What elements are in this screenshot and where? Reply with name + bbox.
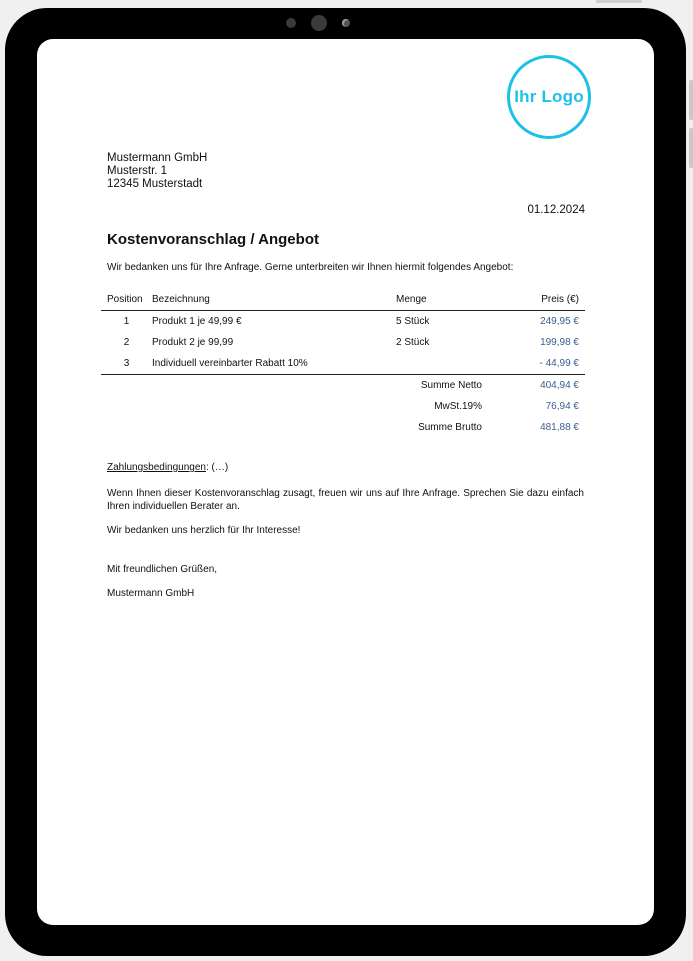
closing-greeting: Mit freundlichen Grüßen, — [107, 564, 218, 575]
row-position: 3 — [101, 353, 152, 375]
row-menge — [396, 353, 506, 375]
row-preis: - 44,99 € — [506, 353, 585, 375]
total-row-netto — [101, 375, 585, 397]
total-label: MwSt.19% — [434, 401, 482, 412]
row-menge: 2 Stück — [396, 337, 430, 348]
total-label: Summe Netto — [420, 380, 482, 391]
light-sensor-icon — [342, 19, 350, 27]
header-bezeichnung: Bezeichnung — [152, 289, 396, 311]
logo-text: Ihr Logo — [514, 87, 584, 106]
sensor-icon — [286, 18, 296, 28]
row-bezeichnung: Produkt 1 je 49,99 € — [152, 316, 242, 327]
top-edge-mark — [596, 0, 642, 3]
total-label: Summe Brutto — [418, 422, 482, 433]
payment-terms-value: : (…) — [205, 462, 229, 473]
row-position: 2 — [123, 337, 130, 348]
document-title: Kostenvoranschlag / Angebot — [107, 231, 319, 248]
tablet-frame — [5, 8, 686, 956]
header-position: Position — [101, 289, 152, 311]
sender-city: 12345 Musterstadt — [107, 178, 203, 190]
total-value: 481,88 € — [540, 422, 579, 433]
intro-text: Wir bedanken uns für Ihre Anfrage. Gerne unterbreiten wir Ihnen hiermit folgendes Angebot: — [107, 262, 514, 273]
total-row-brutto — [101, 417, 585, 438]
document-page — [37, 39, 654, 925]
total-row-mwst — [101, 396, 585, 417]
total-value: 76,94 € — [545, 401, 579, 412]
company-logo — [507, 55, 591, 139]
payment-terms — [107, 462, 228, 473]
sender-name: Mustermann GmbH — [107, 152, 208, 164]
document-date: 01.12.2024 — [527, 204, 585, 216]
row-bezeichnung: Produkt 2 je 99,99 — [152, 337, 234, 348]
row-menge: 5 Stück — [396, 316, 430, 327]
camera-icon — [311, 15, 327, 31]
total-value: 404,94 € — [540, 380, 579, 391]
table-header-row — [101, 289, 585, 311]
table-row — [101, 311, 585, 333]
offer-paragraph: Wenn Ihnen dieser Kostenvoranschlag zusagt, freuen wir uns auf Ihre Anfrage. Sprechen Sie dazu einfach Ihren individuellen Berater an. — [107, 488, 584, 512]
row-bezeichnung: Individuell vereinbarter Rabatt 10% — [152, 353, 396, 375]
sender-address — [107, 152, 207, 191]
sender-street: Musterstr. 1 — [107, 165, 168, 177]
table-row — [101, 353, 585, 375]
offer-table — [101, 289, 585, 438]
volume-button — [689, 128, 693, 168]
payment-terms-label: Zahlungsbedingungen — [107, 462, 206, 473]
table-row — [101, 332, 585, 353]
header-menge: Menge — [396, 289, 506, 311]
thanks-paragraph: Wir bedanken uns herzlich für Ihr Interesse! — [107, 525, 301, 536]
row-preis: 199,98 € — [540, 337, 579, 348]
header-preis: Preis (€) — [506, 289, 585, 311]
closing-signature: Mustermann GmbH — [107, 588, 195, 599]
volume-button — [689, 80, 693, 120]
row-position: 1 — [123, 316, 130, 327]
row-preis: 249,95 € — [540, 316, 579, 327]
